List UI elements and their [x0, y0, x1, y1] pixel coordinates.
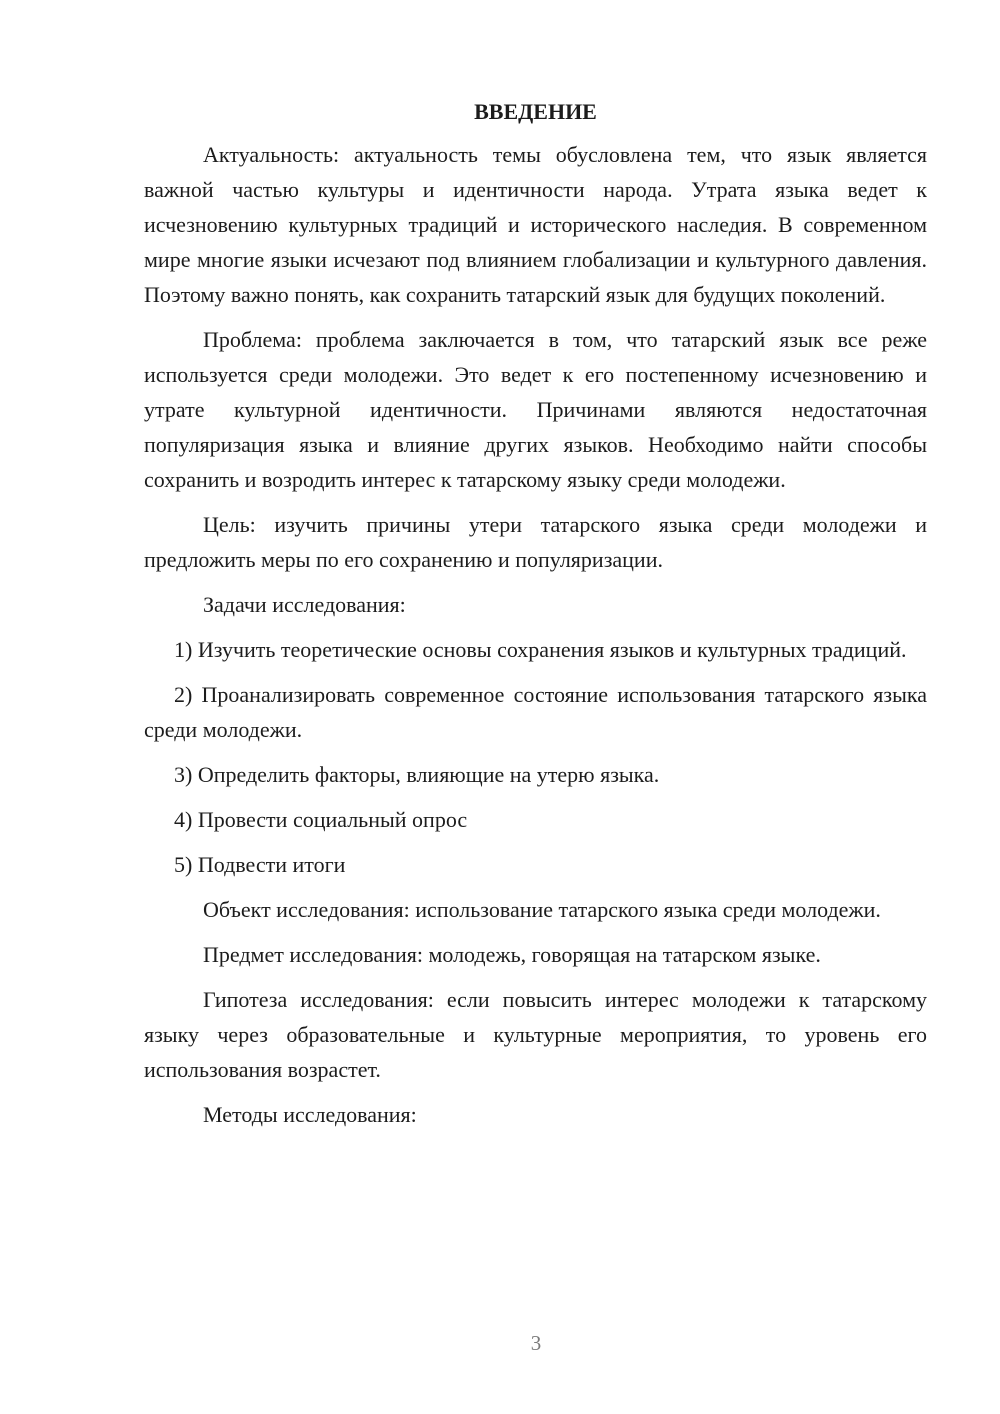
document-body: [144, 94, 927, 1142]
paragraph-relevance: Актуальность: актуальность темы обусловлена тем, что язык является важной частью культуры и идентичности народа. Утрата языка ведет к исчезновению культурных традиций и исторического наследия. В современном мире многие языки исчезают под влиянием глобализации и культурного давления. Поэтому важно понять, как сохранить татарский язык для будущих поколений.: [144, 142, 927, 307]
paragraph-problem: Проблема: проблема заключается в том, что татарский язык все реже используется среди молодежи. Это ведет к его постепенному исчезновению и утрате культурной идентичности. Причинами являются недостаточная популяризация языка и влияние других языков. Необходимо найти способы сохранить и возродить интерес к татарскому языку среди молодежи.: [144, 327, 927, 492]
paragraph-hypothesis: Гипотеза исследования: если повысить интерес молодежи к татарскому языку через образовательные и культурные мероприятия, то уровень его использования возрастет.: [144, 987, 927, 1082]
paragraph-goal: Цель: изучить причины утери татарского языка среди молодежи и предложить меры по его сохранению и популяризации.: [144, 512, 927, 572]
section-title: ВВЕДЕНИЕ: [474, 99, 597, 124]
page-number: 3: [530, 1331, 542, 1355]
paragraph-methods: Методы исследования:: [203, 1102, 417, 1127]
paragraph-tasks-heading: Задачи исследования:: [203, 592, 406, 617]
task-item-3: 3) Определить факторы, влияющие на утерю языка.: [174, 762, 660, 787]
paragraph-subject: Предмет исследования: молодежь, говорящая на татарском языке.: [203, 942, 821, 967]
paragraph-object: Объект исследования: использование татарского языка среди молодежи.: [203, 897, 881, 922]
task-item-2: 2) Проанализировать современное состояние использования татарского языка среди молодежи.: [144, 682, 927, 742]
task-item-1: 1) Изучить теоретические основы сохранения языков и культурных традиций.: [174, 637, 907, 662]
task-item-4: 4) Провести социальный опрос: [174, 807, 468, 832]
task-item-5: 5) Подвести итоги: [174, 852, 346, 877]
